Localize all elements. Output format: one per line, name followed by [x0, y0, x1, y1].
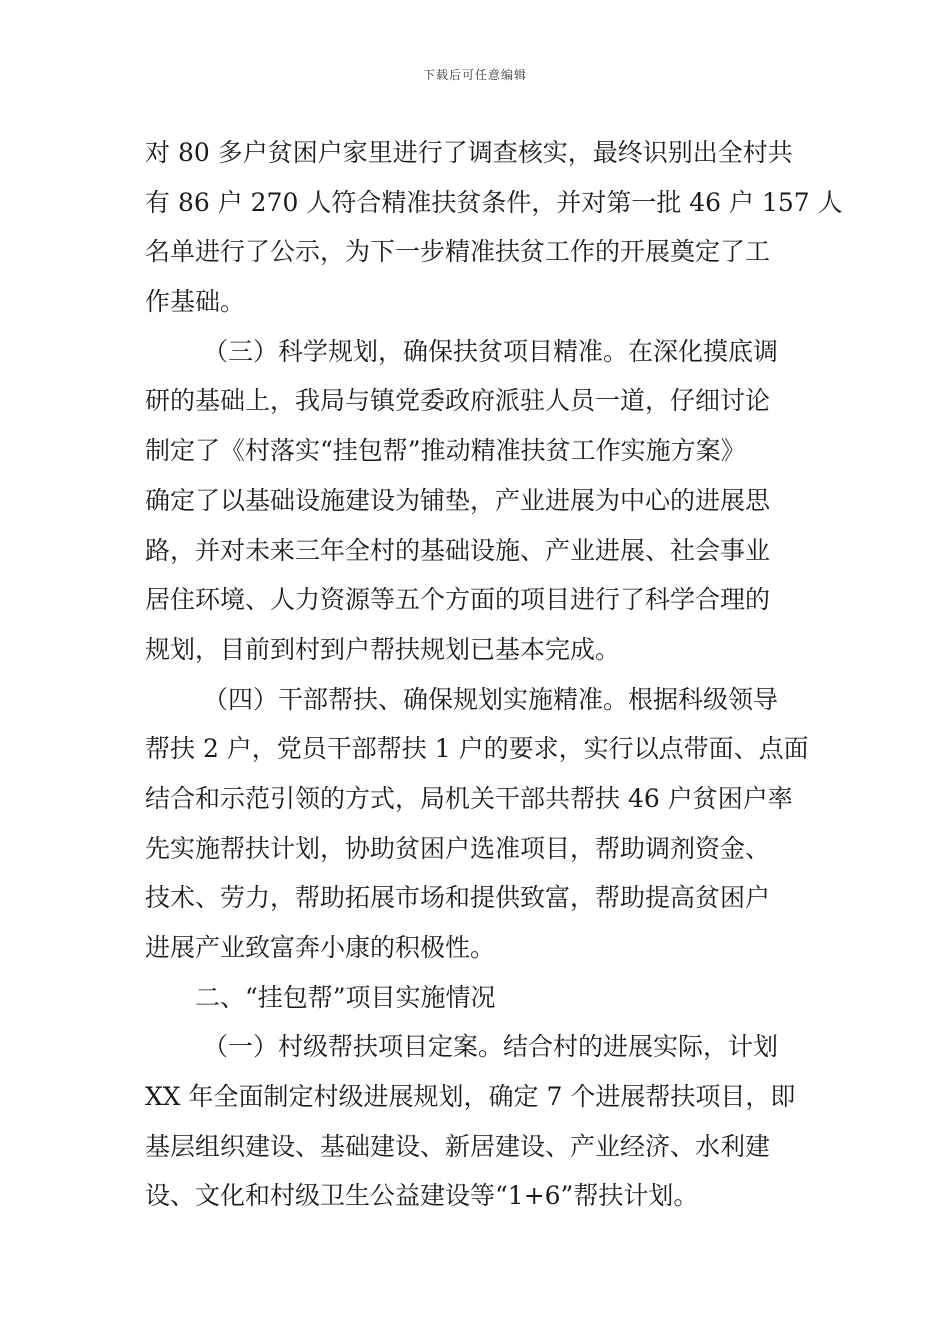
text-line: 制定了《村落实“挂包帮”推动精准扶贫工作实施方案》: [145, 436, 746, 466]
section-heading: 二、“挂包帮”项目实施情况: [195, 982, 496, 1012]
text-line: 设、文化和村级卫生公益建设等“1+6”帮扶计划。: [145, 1181, 699, 1211]
text-line: 先实施帮扶计划，协助贫困户选准项目，帮助调剂资金、: [145, 833, 771, 863]
text-line: 基层组织建设、基础建设、新居建设、产业经济、水利建: [145, 1131, 771, 1161]
text-line: 规划，目前到村到户帮扶规划已基本完成。: [145, 634, 621, 664]
document-body: [145, 128, 843, 1221]
text-line: 作基础。: [145, 287, 246, 317]
paragraph-start-line: （四）干部帮扶、确保规划实施精准。根据科级领导: [203, 684, 779, 714]
text-line: 研的基础上，我局与镇党委政府派驻人员一道，仔细讨论: [145, 386, 771, 416]
text-line: 技术、劳力，帮助拓展市场和提供致富，帮助提高贫困户: [145, 883, 771, 913]
text-line: 结合和示范引领的方式，局机关干部共帮扶 46 户贫困户率: [145, 783, 793, 813]
text-line: XX 年全面制定村级进展规划，确定 7 个进展帮扶项目，即: [145, 1082, 796, 1112]
text-line: 有 86 户 270 人符合精准扶贫条件，并对第一批 46 户 157 人: [145, 187, 843, 217]
text-line: 名单进行了公示，为下一步精准扶贫工作的开展奠定了工: [145, 237, 771, 267]
text-line: 对 80 多户贫困户家里进行了调查核实，最终识别出全村共: [145, 138, 793, 167]
text-line: 居住环境、人力资源等五个方面的项目进行了科学合理的: [145, 585, 771, 615]
text-line: 进展产业致富奔小康的积极性。: [145, 933, 496, 962]
paragraph-start-line: （三）科学规划，确保扶贫项目精准。在深化摸底调: [203, 336, 779, 366]
download-note: 下载后可任意编辑: [422, 68, 527, 82]
text-line: 帮扶 2 户，党员干部帮扶 1 户的要求，实行以点带面、点面: [145, 734, 809, 764]
text-line: 确定了以基础设施建设为铺垫，产业进展为中心的进展思: [145, 485, 771, 515]
paragraph-start-line: （一）村级帮扶项目定案。结合村的进展实际，计划: [203, 1032, 779, 1062]
text-line: 路，并对未来三年全村的基础设施、产业进展、社会事业: [145, 535, 771, 565]
